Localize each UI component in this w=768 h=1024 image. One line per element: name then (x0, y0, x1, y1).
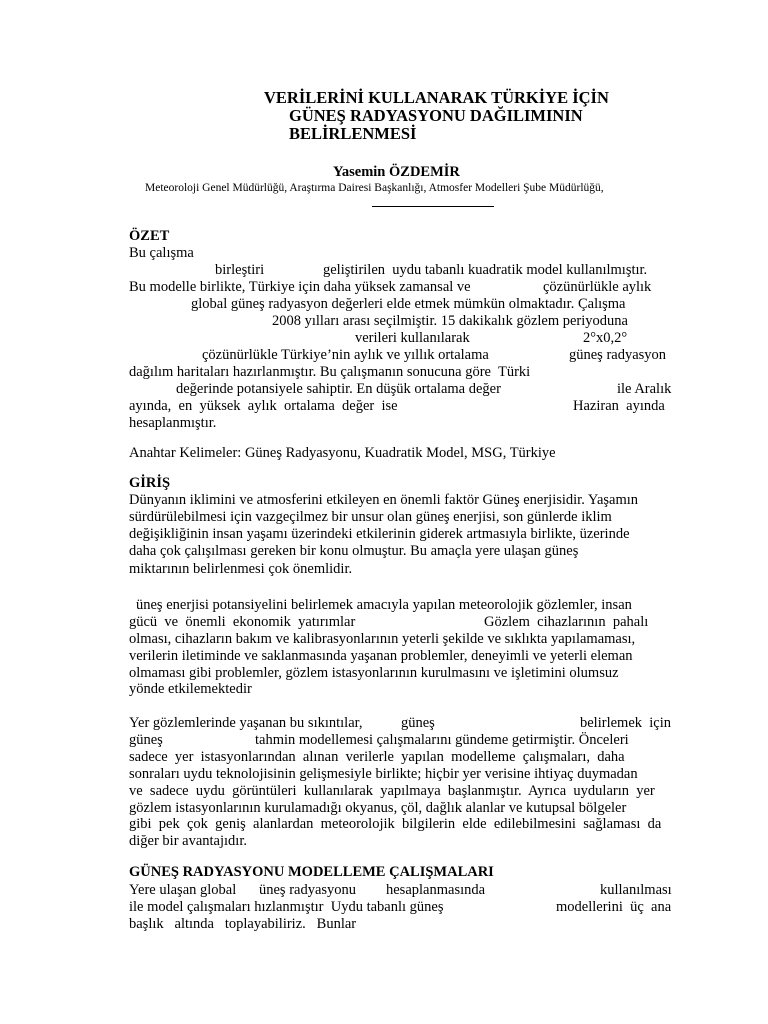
abstract-line: global güneş radyasyon değerleri elde etmek mümkün olmaktadır. Çalışma (191, 296, 626, 312)
intro-p2-line: yönde etkilemektedir (129, 681, 252, 697)
intro-p2-line: üneş enerjisi potansiyelini belirlemek amacıyla yapılan meteorolojik gözlemler, insan (136, 597, 632, 613)
paper-title-line-2: GÜNEŞ RADYASYONU DAĞILIMININ (289, 106, 583, 125)
abstract-line: ile Aralık (617, 381, 672, 397)
intro-p3-line: Yer gözlemlerinde yaşanan bu sıkıntılar, (129, 715, 363, 731)
modelling-line: üneş radyasyonu (259, 882, 357, 898)
intro-p2-line: Gözlem cihazlarının pahalı (484, 614, 649, 630)
abstract-line: değerinde potansiyele sahiptir. En düşük ortalama değer (176, 381, 501, 397)
intro-p1-line: sürdürülebilmesi için vazgeçilmez bir unsur olan güneş enerjisi, son günlerde iklim (129, 509, 612, 525)
intro-p3-line: tahmin modellemesi çalışmalarını gündeme getirmiştir. Önceleri (255, 732, 629, 748)
author-name: Yasemin ÖZDEMİR (333, 164, 460, 180)
keywords: Anahtar Kelimeler: Güneş Radyasyonu, Kuadratik Model, MSG, Türkiye (129, 445, 556, 461)
abstract-line: Haziran ayında (573, 398, 665, 414)
intro-p3-line: belirlemek için (580, 715, 671, 731)
intro-p3-line: diğer bir avantajıdır. (129, 833, 247, 849)
intro-p2-line: gücü ve önemli ekonomik yatırımlar (129, 614, 356, 630)
intro-p2-line: olmaması gibi problemler, gözlem istasyonlarının kurulmasını ve işletimini olumsuz (129, 665, 619, 681)
modelling-line: kullanılması (600, 882, 672, 898)
modelling-line: hesaplanmasında (386, 882, 486, 898)
abstract-line: verileri kullanılarak (355, 330, 470, 346)
intro-p3-line: gibi pek çok geniş alanlardan meteorolojik bilgilerin elde edilebilmesini sağlaması da (129, 816, 662, 832)
abstract-line: geliştirilen uydu tabanlı kuadratik model kullanılmıştır. (323, 262, 648, 278)
paper-title-line-3: BELİRLENMESİ (289, 124, 417, 143)
intro-p3-line: güneş (129, 732, 163, 748)
paper-title-line-1: VERİLERİNİ KULLANARAK TÜRKİYE İÇİN (264, 88, 609, 107)
abstract-line: Bu modelle birlikte, Türkiye için daha yüksek zamansal ve (129, 279, 471, 295)
abstract-line: ayında, en yüksek aylık ortalama değer ise (129, 398, 398, 414)
modelling-line: Yere ulaşan global (129, 882, 237, 898)
intro-p1-line: daha çok çalışılması gereken bir konu olmuştur. Bu amaçla yere ulaşan güneş (129, 543, 579, 559)
intro-p3-line: sadece yer istasyonlarından alınan verilerle yapılan modelleme çalışmaları, daha (129, 749, 625, 765)
modelling-line: modellerini üç ana (556, 899, 672, 915)
intro-p2-line: verilerin iletiminde ve saklanmasında yaşanan problemler, deneyimli ve yeterli eleman (129, 648, 633, 664)
intro-p3-line: sonraları uydu teknolojisinin gelişmesiyle birlikte; hiçbir yer verisine ihtiyaç duymadan (129, 766, 638, 782)
intro-p3-line: güneş (401, 715, 435, 731)
intro-p2-line: olması, cihazların bakım ve kalibrasyonlarının yeterli şekilde ve sıklıkta yapılamaması, (129, 631, 636, 647)
abstract-line: dağılım haritaları hazırlanmıştır. Bu çalışmanın sonucuna göre Türki (129, 364, 531, 380)
intro-heading: GİRİŞ (129, 475, 171, 491)
abstract-line: Bu çalışma (129, 245, 194, 261)
modelling-heading: GÜNEŞ RADYASYONU MODELLEME ÇALIŞMALARI (129, 864, 494, 880)
intro-p3-line: ve sadece uydu görüntüleri kullanılarak yapılmaya başlanmıştır. Ayrıca uyduların yer (129, 783, 655, 799)
modelling-line: başlık altında toplayabiliriz. Bunlar (129, 916, 357, 932)
affiliation-rule (372, 206, 494, 207)
abstract-line: çözünürlükle aylık (543, 279, 652, 295)
intro-p1-line: değişikliğinin insan yaşamı üzerindeki etkilerinin giderek artmasıyla birlikte, üzerinde (129, 526, 630, 542)
abstract-line: 2008 yılları arası seçilmiştir. 15 dakikalık gözlem periyoduna (272, 313, 628, 329)
abstract-line: hesaplanmıştır. (129, 415, 217, 431)
abstract-line: birleştiri (215, 262, 265, 278)
intro-p3-line: gözlem istasyonlarının kurulamadığı okyanus, çöl, dağlık alanlar ve kutupsal bölgeler (129, 800, 627, 816)
abstract-line: çözünürlükle Türkiye’nin aylık ve yıllık ortalama (202, 347, 489, 363)
modelling-line: ile model çalışmaları hızlanmıştır Uydu tabanlı güneş (129, 899, 444, 915)
abstract-line: güneş radyasyon (569, 347, 667, 363)
author-affiliation: Meteoroloji Genel Müdürlüğü, Araştırma Dairesi Başkanlığı, Atmosfer Modelleri Şube Müdürlüğü, (145, 182, 604, 194)
abstract-heading: ÖZET (129, 228, 170, 244)
intro-p1-line: Dünyanın iklimini ve atmosferini etkileyen en önemli faktör Güneş enerjisidir. Yaşamın (129, 492, 639, 508)
abstract-line: 2°x0,2° (583, 330, 628, 346)
intro-p1-line: miktarının belirlenmesi çok önemlidir. (129, 561, 353, 577)
